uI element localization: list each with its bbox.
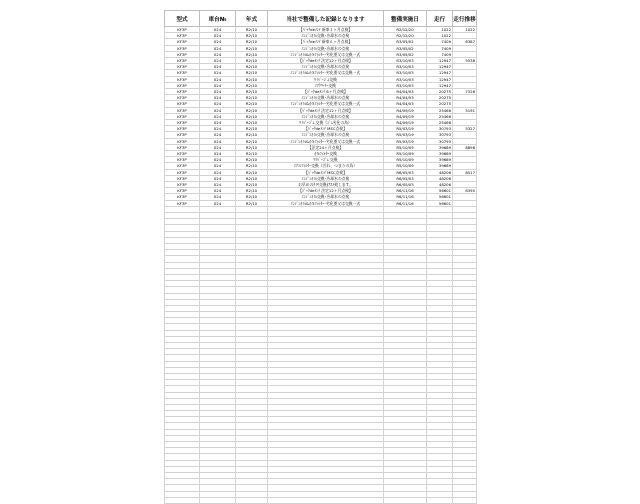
cell-model: KF3P	[165, 51, 200, 57]
cell-model-year: R2/10	[236, 82, 268, 88]
cell-work-description: ｴｱｸﾘｰﾅｰ交換	[268, 82, 384, 88]
cell-model-year: R2/10	[236, 76, 268, 82]
cell-service-date: R6/11/16	[384, 200, 427, 206]
cell-work-description: 【ﾊﾟｯｸdeﾒﾝﾃ 法定12ヶ月点検】	[268, 188, 384, 194]
empty-cell	[200, 497, 236, 503]
cell-model: KF3P	[165, 138, 200, 144]
cell-mileage: 20275	[427, 101, 453, 107]
cell-model: KF3P	[165, 39, 200, 45]
cell-work-description: ｴﾝｼﾞﾝｵｲﾙ交換･冷却水の点検	[268, 45, 384, 51]
header-row	[165, 11, 477, 27]
cell-mileage: 30793	[427, 138, 453, 144]
cell-mileage: 39689	[427, 163, 453, 169]
cell-chassis-number: 024	[200, 151, 236, 157]
cell-chassis-number: 024	[200, 194, 236, 200]
cell-chassis-number: 024	[200, 101, 236, 107]
cell-mileage-change: 8896	[453, 144, 477, 150]
cell-model: KF3P	[165, 33, 200, 39]
cell-mileage: 12947	[427, 70, 453, 76]
cell-model: KF3P	[165, 175, 200, 181]
cell-chassis-number: 024	[200, 76, 236, 82]
cell-service-date: R6/05/03	[384, 182, 427, 188]
cell-model: KF3P	[165, 76, 200, 82]
header-service-date: 整備実施日	[384, 11, 427, 27]
cell-model: KF3P	[165, 169, 200, 175]
cell-model: KF3P	[165, 182, 200, 188]
cell-chassis-number: 024	[200, 113, 236, 119]
cell-service-date: R5/10/09	[384, 144, 427, 150]
header-chassis-number: 車台№	[200, 11, 236, 27]
cell-model: KF3P	[165, 157, 200, 163]
cell-service-date: R3/10/03	[384, 70, 427, 76]
cell-mileage: 56601	[427, 200, 453, 206]
cell-work-description: 【ﾊﾟｯｸdeﾒﾝﾃ 法定12ヶ月点検】	[268, 107, 384, 113]
cell-work-description: ｴﾝｼﾞﾝｵｲﾙ&ｵｲﾙﾌｨﾙﾀｰ･劣化要又は交換一式	[268, 51, 384, 57]
cell-chassis-number: 024	[200, 33, 236, 39]
cell-chassis-number: 024	[200, 163, 236, 169]
cell-model: KF3P	[165, 132, 200, 138]
cell-work-description: ｴﾝｼﾞﾝｵｲﾙ交換･冷却水の点検	[268, 132, 384, 138]
cell-chassis-number: 024	[200, 95, 236, 101]
cell-mileage: 20275	[427, 89, 453, 95]
cell-chassis-number: 024	[200, 182, 236, 188]
cell-model-year: R2/10	[236, 144, 268, 150]
cell-service-date: R3/05/02	[384, 45, 427, 51]
cell-mileage-change: 8517	[453, 169, 477, 175]
cell-mileage: 39689	[427, 144, 453, 150]
cell-work-description: 【ﾊﾟｯｸdeﾒﾝﾃ 新車１ヶ月点検】	[268, 27, 384, 33]
cell-chassis-number: 024	[200, 138, 236, 144]
cell-mileage-change: 5327	[453, 126, 477, 132]
cell-model-year: R2/10	[236, 89, 268, 95]
cell-model: KF3P	[165, 58, 200, 64]
cell-work-description: ｴﾝｼﾞﾝｵｲﾙ交換･冷却水の点検	[268, 64, 384, 70]
cell-work-description: ｴﾝｼﾞﾝｵｲﾙ&ｵｲﾙﾌｨﾙﾀｰ･劣化要又は交換一式	[268, 138, 384, 144]
cell-model: KF3P	[165, 45, 200, 51]
cell-service-date: R3/10/03	[384, 76, 427, 82]
cell-model-year: R2/10	[236, 64, 268, 70]
cell-chassis-number: 024	[200, 45, 236, 51]
cell-model: KF3P	[165, 107, 200, 113]
cell-model: KF3P	[165, 70, 200, 76]
cell-model: KF3P	[165, 200, 200, 206]
cell-work-description: ｴﾝｼﾞﾝｵｲﾙ交換･冷却水の点検	[268, 175, 384, 181]
empty-cell	[427, 497, 453, 503]
cell-work-description: お早めのﾀｲﾔ交換ｵｽｽﾒ致します。	[268, 182, 384, 188]
header-maintenance-record: 当社で整備した記録となります	[268, 11, 384, 27]
cell-service-date: R3/10/03	[384, 64, 427, 70]
cell-service-date: R6/11/16	[384, 188, 427, 194]
cell-mileage: 25466	[427, 120, 453, 126]
cell-mileage: 56601	[427, 188, 453, 194]
cell-model-year: R2/10	[236, 157, 268, 163]
cell-model: KF3P	[165, 27, 200, 33]
cell-work-description: ｴﾝｼﾞﾝｵｲﾙ&ｵｲﾙﾌｨﾙﾀｰ･劣化要又は交換一式	[268, 200, 384, 206]
cell-model-year: R2/10	[236, 169, 268, 175]
cell-mileage-change: 5191	[453, 107, 477, 113]
cell-service-date: R4/04/03	[384, 89, 427, 95]
cell-work-description: ｴｱｺﾝﾌｨﾙﾀｰ交換（汚れ、つまりの為）	[268, 163, 384, 169]
cell-chassis-number: 024	[200, 82, 236, 88]
cell-model-year: R2/10	[236, 70, 268, 76]
cell-model-year: R2/10	[236, 120, 268, 126]
cell-model-year: R2/10	[236, 27, 268, 33]
cell-mileage-change: 7328	[453, 89, 477, 95]
header-model: 型式	[165, 11, 200, 27]
cell-work-description: 【法定24ヶ月点検】	[268, 144, 384, 150]
cell-mileage-change: 8395	[453, 188, 477, 194]
table-body	[165, 27, 477, 504]
cell-mileage: 12947	[427, 82, 453, 88]
cell-service-date: R4/04/03	[384, 95, 427, 101]
cell-chassis-number: 024	[200, 27, 236, 33]
cell-work-description: ﾜｲﾊﾟｰｺﾞﾑ 交換	[268, 157, 384, 163]
cell-service-date: R5/10/09	[384, 157, 427, 163]
cell-service-date: R6/05/03	[384, 175, 427, 181]
cell-model: KF3P	[165, 113, 200, 119]
cell-work-description: ｴﾝｼﾞﾝｵｲﾙ&ｵｲﾙﾌｨﾙﾀｰ･劣化要又は交換一式	[268, 101, 384, 107]
cell-mileage: 30793	[427, 126, 453, 132]
cell-model-year: R2/10	[236, 101, 268, 107]
cell-model: KF3P	[165, 89, 200, 95]
cell-model: KF3P	[165, 188, 200, 194]
cell-model-year: R2/10	[236, 95, 268, 101]
cell-mileage: 12947	[427, 64, 453, 70]
cell-mileage: 56601	[427, 194, 453, 200]
cell-chassis-number: 024	[200, 51, 236, 57]
cell-work-description: ｴﾝｼﾞﾝｵｲﾙ交換･冷却水の点検	[268, 194, 384, 200]
cell-chassis-number: 024	[200, 126, 236, 132]
cell-chassis-number: 024	[200, 175, 236, 181]
cell-service-date: R6/11/16	[384, 194, 427, 200]
cell-chassis-number: 024	[200, 169, 236, 175]
cell-work-description: ﾜｲﾊﾟｰｺﾞﾑ 交換（ｺﾞﾑ劣化の為）	[268, 120, 384, 126]
cell-chassis-number: 024	[200, 70, 236, 76]
cell-model-year: R2/10	[236, 200, 268, 206]
cell-model-year: R2/10	[236, 163, 268, 169]
cell-service-date: R2/12/20	[384, 33, 427, 39]
cell-work-description: 【ﾊﾟｯｸdeﾒﾝﾃ 法定12ヶ月点検】	[268, 58, 384, 64]
empty-row	[165, 497, 477, 503]
empty-cell	[236, 497, 268, 503]
cell-mileage: 7409	[427, 45, 453, 51]
cell-mileage: 48206	[427, 175, 453, 181]
cell-model-year: R2/10	[236, 113, 268, 119]
cell-work-description: ｴﾝｼﾞﾝｵｲﾙ&ｵｲﾙﾌｨﾙﾀｰ･劣化要又は交換一式	[268, 70, 384, 76]
cell-service-date: R4/09/19	[384, 107, 427, 113]
cell-chassis-number: 024	[200, 157, 236, 163]
cell-service-date: R6/05/03	[384, 169, 427, 175]
cell-service-date: R5/03/19	[384, 132, 427, 138]
cell-mileage: 1022	[427, 33, 453, 39]
cell-work-description: ｴﾝｼﾞﾝｵｲﾙ交換･冷却水の点検	[268, 33, 384, 39]
empty-cell	[165, 497, 200, 503]
cell-work-description: ｴﾝｼﾞﾝｵｲﾙ交換･冷却水の点検	[268, 95, 384, 101]
cell-model-year: R2/10	[236, 126, 268, 132]
cell-model-year: R2/10	[236, 51, 268, 57]
cell-mileage: 7409	[427, 51, 453, 57]
cell-work-description: 【ﾊﾟｯｸdeﾒﾝﾃ MSC点検】	[268, 126, 384, 132]
cell-service-date: R3/10/03	[384, 82, 427, 88]
maintenance-record-sheet	[164, 10, 476, 504]
cell-service-date: R5/03/19	[384, 138, 427, 144]
cell-work-description: 【ﾊﾟｯｸdeﾒﾝﾃ 6ヶ月点検】	[268, 89, 384, 95]
cell-model: KF3P	[165, 194, 200, 200]
cell-work-description: ﾜｲﾊﾟｰｺﾞﾑ交換	[268, 76, 384, 82]
cell-service-date: R5/03/19	[384, 126, 427, 132]
cell-model: KF3P	[165, 64, 200, 70]
cell-mileage: 7409	[427, 39, 453, 45]
cell-mileage: 25466	[427, 107, 453, 113]
cell-mileage: 39689	[427, 151, 453, 157]
cell-model-year: R2/10	[236, 188, 268, 194]
cell-model-year: R2/10	[236, 45, 268, 51]
empty-cell	[453, 497, 477, 503]
cell-mileage: 39689	[427, 157, 453, 163]
cell-chassis-number: 024	[200, 144, 236, 150]
cell-chassis-number: 024	[200, 188, 236, 194]
cell-service-date: R4/09/19	[384, 120, 427, 126]
cell-mileage: 12947	[427, 58, 453, 64]
cell-chassis-number: 024	[200, 120, 236, 126]
cell-service-date: R5/10/09	[384, 163, 427, 169]
cell-service-date: R5/10/09	[384, 151, 427, 157]
cell-model-year: R2/10	[236, 58, 268, 64]
cell-model-year: R2/10	[236, 138, 268, 144]
cell-mileage: 48206	[427, 169, 453, 175]
header-mileage: 走行	[427, 11, 453, 27]
cell-model-year: R2/10	[236, 33, 268, 39]
cell-model: KF3P	[165, 144, 200, 150]
cell-model: KF3P	[165, 151, 200, 157]
cell-model-year: R2/10	[236, 175, 268, 181]
header-model-year: 年式	[236, 11, 268, 27]
cell-chassis-number: 024	[200, 200, 236, 206]
cell-chassis-number: 024	[200, 107, 236, 113]
cell-model-year: R2/10	[236, 132, 268, 138]
cell-model-year: R2/10	[236, 107, 268, 113]
cell-model: KF3P	[165, 101, 200, 107]
cell-mileage-change: 6387	[453, 39, 477, 45]
cell-mileage: 20275	[427, 95, 453, 101]
cell-chassis-number: 024	[200, 39, 236, 45]
cell-service-date: R3/10/03	[384, 58, 427, 64]
cell-service-date: R2/12/20	[384, 27, 427, 33]
cell-service-date: R4/09/19	[384, 113, 427, 119]
header-mileage-change: 走行推移	[453, 11, 477, 27]
cell-mileage: 25466	[427, 113, 453, 119]
cell-service-date: R3/05/02	[384, 51, 427, 57]
cell-model: KF3P	[165, 95, 200, 101]
cell-mileage-change: 5538	[453, 58, 477, 64]
maintenance-table	[164, 10, 477, 504]
cell-model-year: R2/10	[236, 39, 268, 45]
cell-model-year: R2/10	[236, 194, 268, 200]
cell-mileage: 1022	[427, 27, 453, 33]
cell-model: KF3P	[165, 82, 200, 88]
cell-work-description: 【ﾊﾟｯｸdeﾒﾝﾃ MSC点検】	[268, 169, 384, 175]
cell-service-date: R3/05/02	[384, 39, 427, 45]
cell-mileage: 12947	[427, 76, 453, 82]
cell-work-description: ｴﾝｼﾞﾝｵｲﾙ交換･冷却水の点検	[268, 113, 384, 119]
cell-mileage: 30793	[427, 132, 453, 138]
cell-chassis-number: 024	[200, 58, 236, 64]
cell-model: KF3P	[165, 163, 200, 169]
cell-chassis-number: 024	[200, 89, 236, 95]
empty-cell	[384, 497, 427, 503]
empty-cell	[268, 497, 384, 503]
cell-chassis-number: 024	[200, 132, 236, 138]
cell-mileage-change: 1022	[453, 27, 477, 33]
cell-work-description: 【ﾊﾟｯｸdeﾒﾝﾃ 新車６ヶ月点検】	[268, 39, 384, 45]
cell-chassis-number: 024	[200, 64, 236, 70]
cell-model-year: R2/10	[236, 182, 268, 188]
cell-model: KF3P	[165, 126, 200, 132]
cell-model-year: R2/10	[236, 151, 268, 157]
cell-mileage: 48206	[427, 182, 453, 188]
cell-work-description: ｵｲﾙﾌｨﾙﾀｰ交換	[268, 151, 384, 157]
cell-model: KF3P	[165, 120, 200, 126]
cell-service-date: R4/04/03	[384, 101, 427, 107]
